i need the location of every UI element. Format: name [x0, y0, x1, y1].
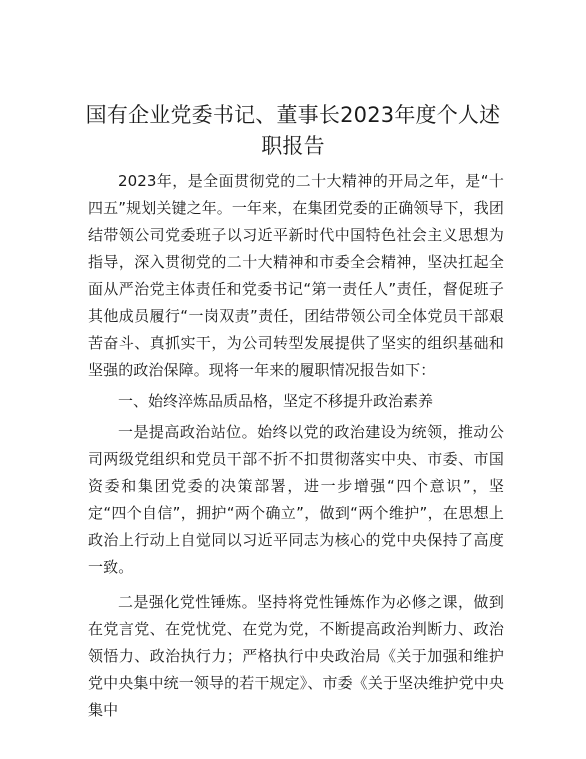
section-heading: 一、始终淬炼品质品格，坚定不移提升政治素养: [118, 392, 434, 410]
paragraph-party-discipline: 二是强化党性锤炼。坚持将党性锤炼作为必修之课，做到在党言党、在党忧党、在党为党，不断提高政治判断力、政治领悟力、政治执行力；严格执行中央政治局《关于加强和维护党中央集中统一领导的若干规定》、市委《关于坚决维护党中央集中: [88, 593, 504, 719]
document-title: 国有企业党委书记、董事长2023年度个人述职报告: [85, 103, 501, 158]
document-body: [88, 168, 504, 724]
intro-paragraph: 2023年，是全面贯彻党的二十大精神的开局之年，是“十四五”规划关键之年。一年来，在集团党委的正确领导下，我团结带领公司党委班子以习近平新时代中国特色社会主义思想为指导，深入贯彻党的二十大精神和市委全会精神，坚决扛起全面从严治党主体责任和党委书记“第一责任人”责任，督促班子其他成员履行“一岗双责”责任，团结带领公司全体党员干部艰苦奋斗、真抓实干，为公司转型发展提供了坚实的组织基础和坚强的政治保障。现将一年来的履职情况报告如下：: [88, 172, 504, 379]
paragraph-political-stance: 一是提高政治站位。始终以党的政治建设为统领，推动公司两级党组织和党员干部不折不扣贯彻落实中央、市委、市国资委和集团党委的决策部署，进一步增强“四个意识”，坚定“四个自信”，拥护“两个确立”，做到“两个维护”，在思想上政治上行动上自觉同以习近平同志为核心的党中央保持了高度一致。: [88, 423, 504, 576]
